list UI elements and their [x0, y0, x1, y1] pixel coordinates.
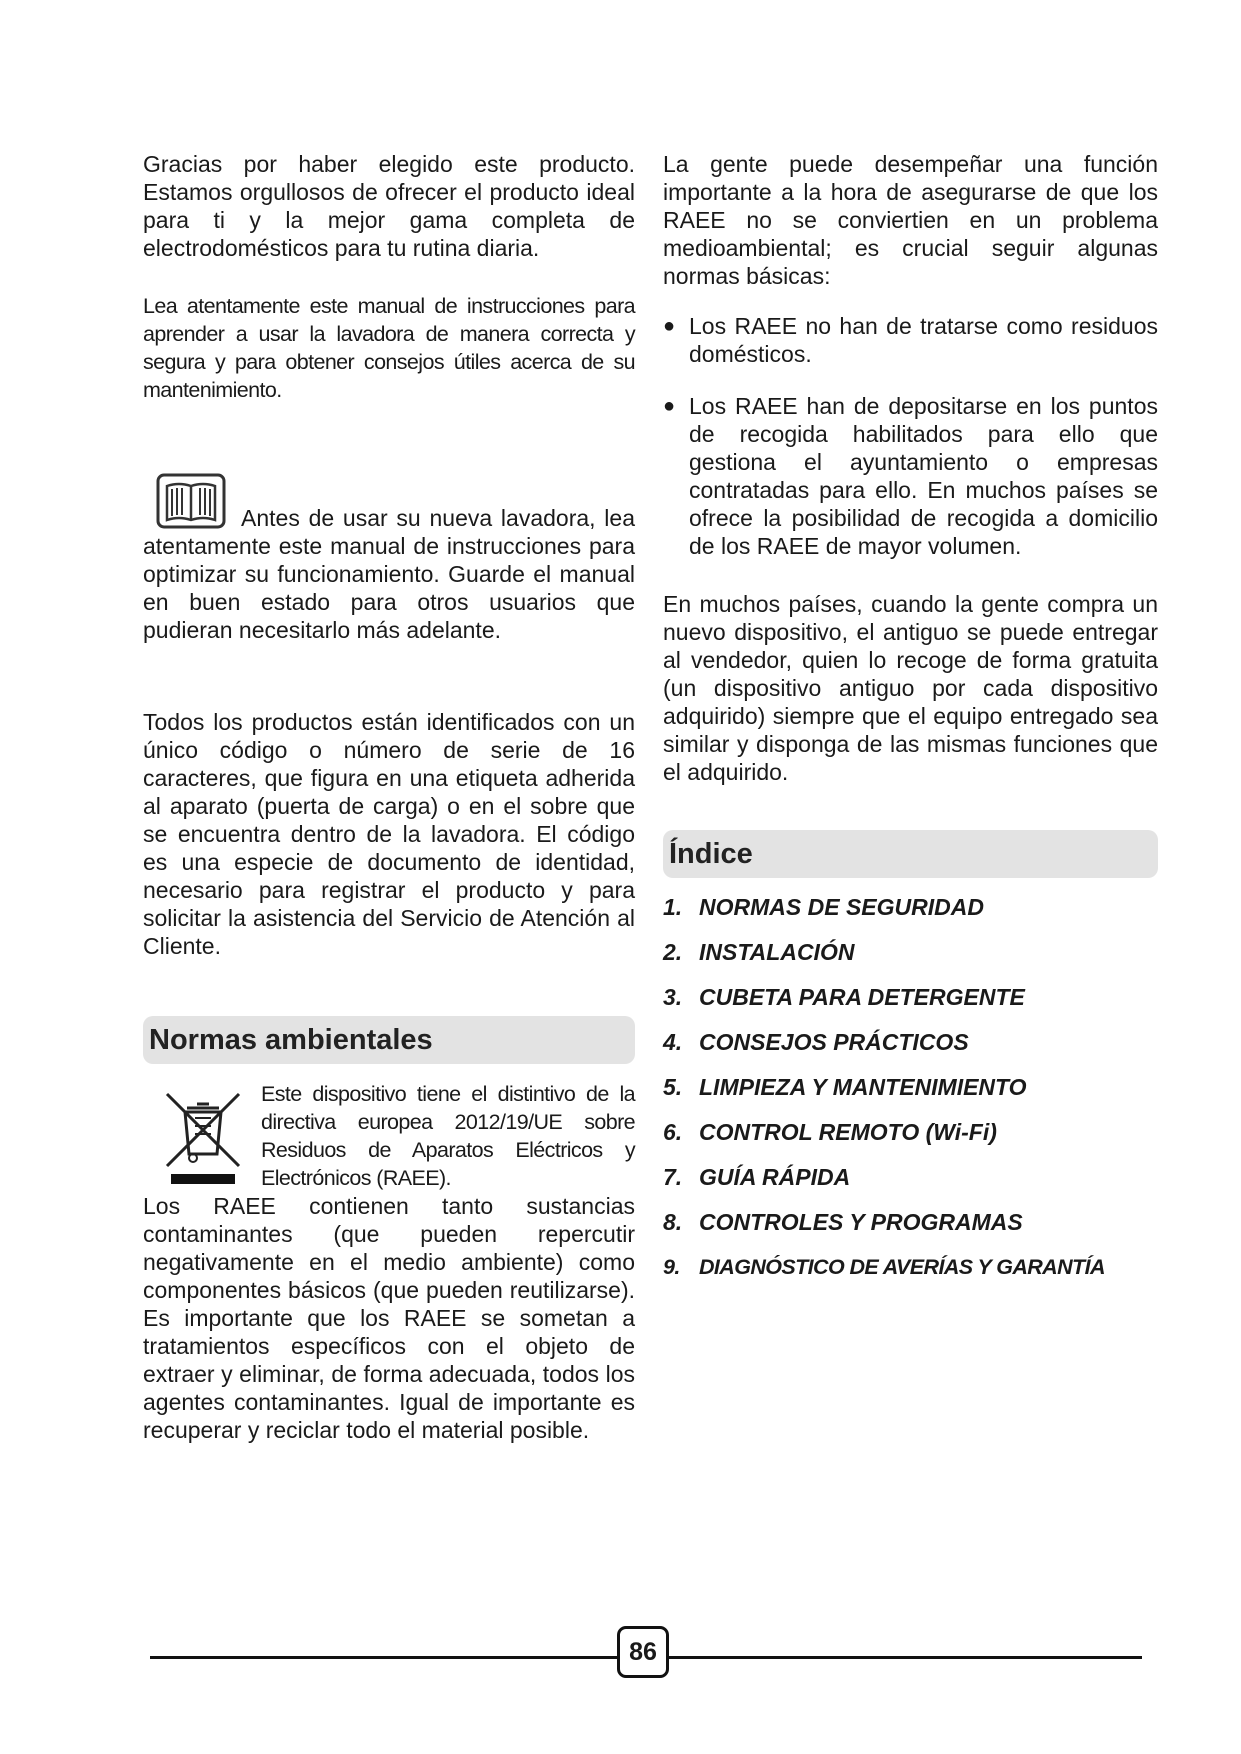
toc-item[interactable]: 7. GUÍA RÁPIDA	[663, 1164, 851, 1190]
serial-number-paragraph: Todos los productos están identificados con un único código o número de serie de 16 caracteres, que figura en una etiqueta adherida al aparato (puerta de carga) o en el sobre que se encuentra dentro de la lavadora. El código es una especie de documento de identidad, necesario para registrar el producto y para solicitar la asistencia del Servicio de Atención al Cliente.	[143, 709, 635, 959]
intro-paragraph: Gracias por haber elegido este producto. Estamos orgullosos de ofrecer el producto ideal para ti y la mejor gama completa de electrodomésticos para tu rutina diaria.	[143, 151, 635, 261]
bullet-text: Los RAEE no han de tratarse como residuos domésticos.	[689, 313, 1158, 367]
weee-block	[143, 1080, 635, 1192]
toc-item[interactable]: 6. CONTROL REMOTO (Wi-Fi)	[663, 1119, 997, 1145]
page-number: 86	[617, 1626, 669, 1678]
toc-item[interactable]: 9. DIAGNÓSTICO DE AVERÍAS Y GARANTÍA	[663, 1255, 1105, 1279]
toc-item[interactable]: 1. NORMAS DE SEGURIDAD	[663, 894, 984, 920]
before-use-paragraph: Antes de usar su nueva lavadora, lea atentamente este manual de instrucciones para optimizar su funcionamiento. Guarde el manual en buen estado para otros usuarios que pudieran necesitarlo más adelante.	[143, 505, 635, 643]
toc-item[interactable]: 8. CONTROLES Y PROGRAMAS	[663, 1209, 1023, 1235]
index-heading: Índice	[663, 830, 1158, 878]
bullet-item	[663, 392, 1158, 560]
weee-label-paragraph: Este dispositivo tiene el distintivo de la directiva europea 2012/19/UE sobre Residuos de Aparatos Eléctricos y Electrónicos (RAEE).	[261, 1082, 635, 1190]
footer-rule-right	[669, 1656, 1142, 1659]
return-device-paragraph: En muchos países, cuando la gente compra un nuevo dispositivo, el antiguo se puede entregar al vendedor, quien lo recoge de forma gratuita (un dispositivo antiguo por cada dispositivo adquirido) siempre que el equipo entregado sea similar y disponga de las mismas funciones que el adquirido.	[663, 591, 1158, 785]
footer-rule-left	[150, 1656, 617, 1659]
toc-item[interactable]: 2. INSTALACIÓN	[663, 939, 855, 965]
toc-item[interactable]: 5. LIMPIEZA Y MANTENIMIENTO	[663, 1074, 1027, 1100]
crossed-out-bin-icon	[163, 1084, 243, 1192]
bullet-dot-icon: ●	[663, 315, 676, 337]
toc-item[interactable]: 3. CUBETA PARA DETERGENTE	[663, 984, 1025, 1010]
bullet-item	[663, 312, 1158, 368]
right-column	[663, 150, 1158, 1295]
bullet-dot-icon: ●	[663, 395, 676, 417]
before-use-block	[143, 468, 635, 644]
toc-item[interactable]: 4. CONSEJOS PRÁCTICOS	[663, 1029, 969, 1055]
bullet-text: Los RAEE han de depositarse en los puntos de recogida habilitados para ello que gestiona el ayuntamiento o empresas contratadas para ello. En muchos países se ofrece la posibilidad de recogida a domicilio de los RAEE de mayor volumen.	[689, 393, 1158, 559]
weee-body-paragraph: Los RAEE contienen tanto sustancias contaminantes (que pueden repercutir negativamente en el medio ambiente) como componentes básicos (que pueden reutilizarse). Es importante que los RAEE se sometan a tratamientos específicos con el objeto de extraer y eliminar, de forma adecuada, todos los agentes contaminantes. Igual de importante es recuperar y reciclar todo el material posible.	[143, 1193, 635, 1443]
table-of-contents	[663, 890, 1158, 1295]
read-manual-paragraph: Lea atentamente este manual de instrucciones para aprender a usar la lavadora de manera correcta y segura y para obtener consejos útiles acerca de su mantenimiento.	[143, 294, 635, 402]
people-role-paragraph: La gente puede desempeñar una función importante a la hora de asegurarse de que los RAEE no se conviertien en un problema medioambiental; es crucial seguir algunas normas básicas:	[663, 151, 1158, 289]
open-book-icon	[155, 472, 227, 530]
left-column	[143, 150, 635, 1444]
environmental-heading: Normas ambientales	[143, 1016, 635, 1064]
